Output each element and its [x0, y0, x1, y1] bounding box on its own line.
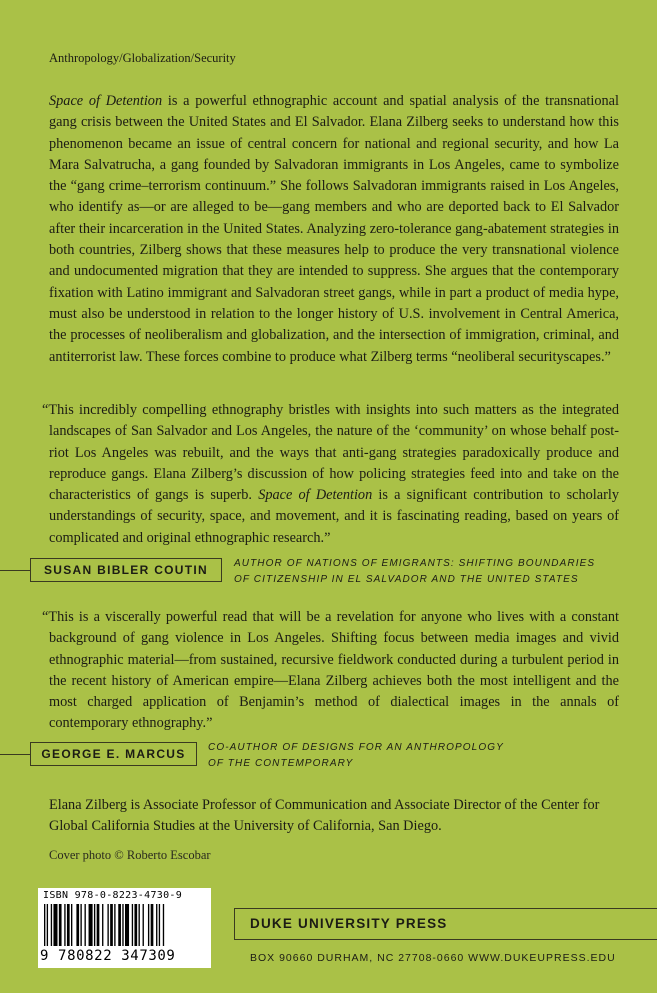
- book-title: Space of Detention: [49, 93, 163, 109]
- barcode-bar: [118, 904, 121, 946]
- endorser-1-name: SUSAN BIBLER COUTIN: [30, 558, 222, 582]
- barcode-bar: [76, 904, 79, 946]
- barcode-bar: [44, 904, 45, 946]
- cover-photo-credit: Cover photo © Roberto Escobar: [49, 848, 211, 862]
- endorser-2-rule: [0, 754, 30, 755]
- endorsement-quote-1: [42, 400, 619, 549]
- isbn-barcode: [38, 888, 211, 968]
- barcode-bar: [156, 904, 157, 946]
- barcode-bar: [97, 904, 100, 946]
- barcode-bar: [80, 904, 81, 946]
- endorser-1-rule: [0, 570, 30, 571]
- barcode-bar: [47, 904, 48, 946]
- barcode-bar: [125, 904, 129, 946]
- barcode-bar: [110, 904, 113, 946]
- publisher-name: DUKE UNIVERSITY PRESS: [250, 916, 448, 931]
- category-label: Anthropology/Globalization/Security: [49, 51, 236, 65]
- quote-1-book-title: Space of Detention: [258, 487, 373, 504]
- barcode-bar: [114, 904, 115, 946]
- endorser-1-affiliation-line-2: OF CITIZENSHIP IN EL SALVADOR AND THE UNITED STATES: [234, 574, 579, 585]
- author-bio: Elana Zilberg is Associate Professor of Communication and Associate Director of the Center for Global California Studies at the University of California, San Diego.: [49, 797, 600, 835]
- barcode-bar: [148, 904, 149, 946]
- barcode-bar: [53, 904, 57, 946]
- endorser-1-affiliation-line-1: AUTHOR OF NATIONS OF EMIGRANTS: SHIFTING BOUNDARIES: [234, 558, 596, 569]
- barcode-bar: [143, 904, 144, 946]
- barcode-bar: [134, 904, 137, 946]
- quote-1-text-start: “This incredibly compelling ethnography bristles with insights into such matters as the integrated landscapes of San Salvador and Los Angeles, the nature of the ‘community’ on whose behalf post-riot Los Angeles was rebuilt, and the ways that anti-gang strategies paradoxically produce and reproduce gangs. Elana Zilberg’s discussion of how policing strategies feed into and take on the characteristics of gangs is superb.: [42, 402, 619, 504]
- endorser-1-affiliation: [234, 556, 654, 588]
- barcode-bar: [94, 904, 95, 946]
- barcode-bar: [102, 904, 103, 946]
- quote-2-text: “This is a viscerally powerful read that will be a revelation for anyone who lives with a constant background of gang violence in Los Angeles. Shifting focus between media images and vivid ethnographic material—from sustained, recursive fieldwork conducted during a turbulent period in the recent history of American empire—Elana Zilberg achieves both the most intelligent and the most charged application of Benjamin’s method of dialectical images in the annals of contemporary ethnography.”: [42, 609, 619, 732]
- description-text: is a powerful ethnographic account and spatial analysis of the transnational gang crisis between the United States and El Salvador. Elana Zilberg seeks to understand how this phenomenon became an issue of central concern for national and regional security, and how La Mara Salvatrucha, a gang founded by Salvadoran immigrants in Los Angeles, came to symbolize the “gang crime–terrorism continuum.” She follows Salvadoran immigrants raised in Los Angeles, who identify as—or are alleged to be—gang members and who are deported back to El Salvador after their incarceration in the United States. Analyzing zero-tolerance gang-abatement strategies in both countries, Zilberg shows that these measures help to produce the very transnational violence and undocumented migration that they are intended to suppress. She argues that the contemporary fixation with Latino immigrant and Salvadoran street gangs, while in part a product of media hype, must also be understood in relation to the longer history of U.S. involvement in Central America, the processes of neoliberalism and globalization, and the intersection of immigration, criminal, and antiterrorist law. These forces combine to produce what Zilberg terms “neoliberal securityscapes.”: [49, 93, 619, 365]
- barcode-bar: [122, 904, 123, 946]
- book-description: [49, 91, 619, 368]
- barcode-bar: [159, 904, 160, 946]
- endorser-2-affiliation-line-1: CO-AUTHOR OF DESIGNS FOR AN ANTHROPOLOGY: [208, 742, 504, 753]
- barcode-bar: [151, 904, 154, 946]
- barcode-bar: [139, 904, 140, 946]
- barcode-bar: [71, 904, 72, 946]
- publisher-address: BOX 90660 DURHAM, NC 27708-0660 WWW.DUKEUPRESS.EDU: [250, 952, 616, 964]
- endorser-2-affiliation: [208, 740, 628, 772]
- endorser-2-name: GEORGE E. MARCUS: [30, 742, 197, 766]
- isbn-label: ISBN 978-0-8223-4730-9: [43, 890, 183, 901]
- barcode-bar: [107, 904, 108, 946]
- barcode-bar: [59, 904, 62, 946]
- barcode-bar: [89, 904, 93, 946]
- barcode-bar: [67, 904, 70, 946]
- barcode-bar: [163, 904, 164, 946]
- endorser-2-affiliation-line-2: OF THE CONTEMPORARY: [208, 758, 354, 769]
- endorsement-quote-2: [42, 607, 619, 735]
- isbn-digits: 9 780822 347309: [40, 948, 176, 964]
- quote-1-text-end: is a significant contribution to scholarly understandings of security, space, and movement, and it is fascinating reading, based on years of complicated and original ethnographic research.”: [49, 487, 619, 546]
- barcode-bar: [64, 904, 65, 946]
- barcode-bar: [51, 904, 52, 946]
- barcode-bar: [85, 904, 86, 946]
- barcode-bar: [132, 904, 133, 946]
